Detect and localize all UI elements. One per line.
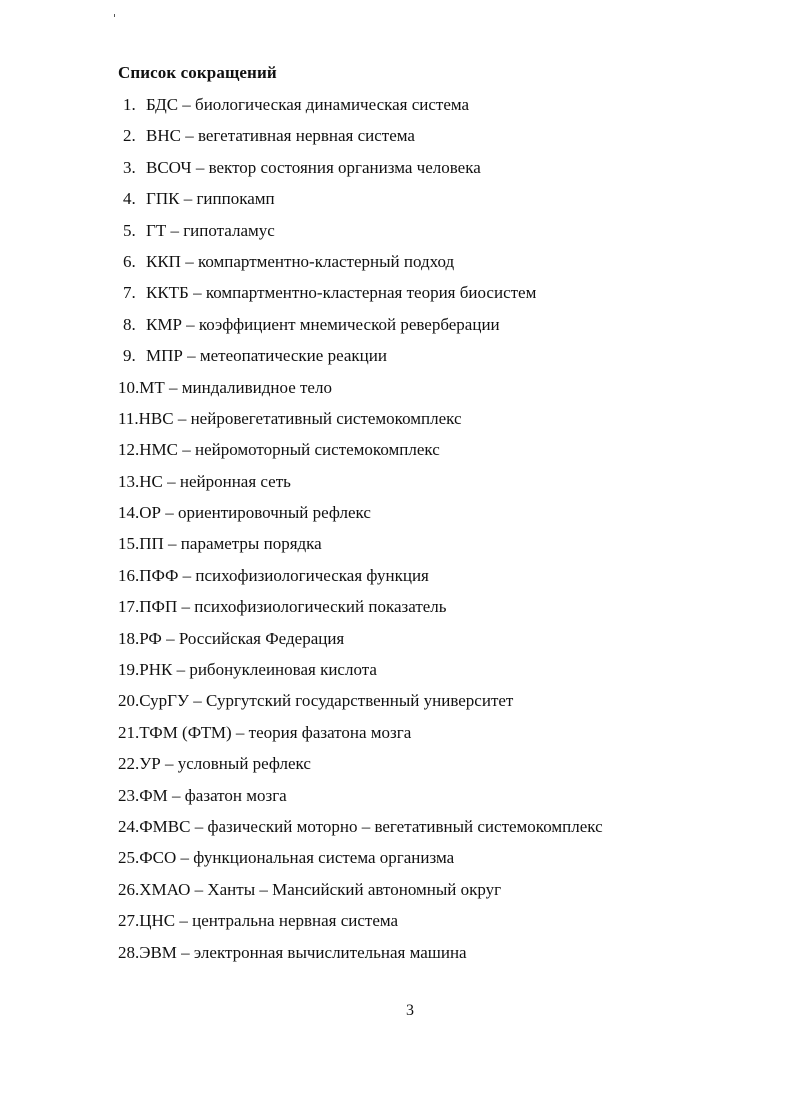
list-item <box>118 312 603 343</box>
list-item-number: 20. <box>118 691 140 711</box>
list-item-number: 7. <box>123 283 136 303</box>
list-item <box>118 594 603 625</box>
list-item-number: 17. <box>118 597 140 617</box>
list-item <box>118 563 603 594</box>
list-item-text: МПР – метеопатические реакции <box>146 346 387 366</box>
list-item-number: 22. <box>118 754 140 774</box>
list-item-text: ВНС – вегетативная нервная система <box>146 126 415 146</box>
list-item <box>118 626 603 657</box>
list-item-text: НС – нейронная сеть <box>139 471 291 491</box>
list-item <box>118 720 603 751</box>
list-item <box>118 469 603 500</box>
list-item-number: 25. <box>118 848 140 868</box>
list-item-number: 23. <box>118 785 140 805</box>
list-item-text: ФМ – фазатон мозга <box>139 785 287 805</box>
list-item-number: 11. <box>118 408 139 428</box>
list-item-text: КМР – коэффициент мнемической реверберации <box>146 314 500 334</box>
page-number: 3 <box>406 1002 414 1019</box>
list-item-number: 26. <box>118 879 140 899</box>
list-item <box>118 940 603 971</box>
list-item <box>118 375 603 406</box>
list-item-text: ЦНС – центральна нервная система <box>139 911 399 931</box>
list-item <box>118 783 603 814</box>
list-item-number: 9. <box>123 346 136 366</box>
list-item-text: БДС – биологическая динамическая система <box>146 95 470 114</box>
list-item <box>118 877 603 908</box>
list-item-number: 24. <box>118 816 140 836</box>
list-item-text: НМС – нейромоторный системокомплекс <box>139 440 440 460</box>
list-item-text: НВС – нейровегетативный системокомплекс <box>138 408 462 428</box>
list-item-text: ФМВС – фазический моторно – вегетативный системокомплекс <box>139 816 603 836</box>
list-item-number: 27. <box>118 911 140 931</box>
list-item-number: 21. <box>118 722 140 742</box>
scan-speck <box>114 14 115 17</box>
list-item-number: 5. <box>123 220 136 240</box>
list-item-text: СурГУ – Сургутский государственный университет <box>139 691 514 711</box>
list-item <box>118 751 603 782</box>
list-item-text: РФ – Российская Федерация <box>139 628 345 648</box>
list-item-text: ЭВМ – электронная вычислительная машина <box>139 942 467 962</box>
list-item <box>118 249 603 280</box>
list-item <box>118 123 603 154</box>
abbreviation-list <box>118 92 603 971</box>
list-item-text: МТ – миндаливидное тело <box>139 377 332 397</box>
list-item <box>118 437 603 468</box>
list-item <box>118 845 603 876</box>
list-item <box>118 280 603 311</box>
list-item-text: ПФФ – психофизиологическая функция <box>139 565 429 585</box>
list-item <box>118 155 603 186</box>
list-item-text: РНК – рибонуклеиновая кислота <box>139 660 377 680</box>
list-item <box>118 500 603 531</box>
list-item-text: ПП – параметры порядка <box>139 534 322 554</box>
list-item-number: 2. <box>123 126 136 146</box>
list-item-text: ПФП – психофизиологический показатель <box>139 597 447 617</box>
list-item-number: 1. <box>123 95 136 114</box>
list-item-text: ХМАО – Ханты – Мансийский автономный округ <box>139 879 502 899</box>
list-item-text: ГПК – гиппокамп <box>146 189 275 209</box>
list-item-text: ОР – ориентировочный рефлекс <box>139 503 371 523</box>
list-item <box>118 657 603 688</box>
list-item <box>118 218 603 249</box>
list-item-number: 6. <box>123 251 136 271</box>
list-item <box>118 908 603 939</box>
list-item-number: 3. <box>123 157 136 177</box>
list-item-number: 14. <box>118 503 140 523</box>
list-item-text: ККП – компартментно-кластерный подход <box>146 251 455 271</box>
list-item-number: 18. <box>118 628 140 648</box>
list-item-text: УР – условный рефлекс <box>139 754 311 774</box>
list-item <box>118 688 603 719</box>
list-item-text: ФСО – функциональная система организма <box>139 848 455 868</box>
list-item <box>118 186 603 217</box>
list-item-text: ГТ – гипоталамус <box>146 220 275 240</box>
list-item <box>118 343 603 374</box>
page-title: Список сокращений <box>118 63 277 82</box>
list-item-number: 12. <box>118 440 140 460</box>
list-item-number: 16. <box>118 565 140 585</box>
list-item <box>118 406 603 437</box>
list-item-number: 28. <box>118 942 140 962</box>
list-item-number: 4. <box>123 189 136 209</box>
list-item <box>118 531 603 562</box>
list-item-text: ВСОЧ – вектор состояния организма человека <box>146 157 481 177</box>
list-item <box>118 92 603 123</box>
list-item-number: 15. <box>118 534 140 554</box>
list-item-text: ТФМ (ФТМ) – теория фазатона мозга <box>139 722 412 742</box>
list-item-number: 13. <box>118 471 140 491</box>
list-item-number: 8. <box>123 314 136 334</box>
list-item-number: 19. <box>118 660 140 680</box>
list-item <box>118 814 603 845</box>
list-item-number: 10. <box>118 377 140 397</box>
list-item-text: ККТБ – компартментно-кластерная теория биосистем <box>146 283 537 303</box>
